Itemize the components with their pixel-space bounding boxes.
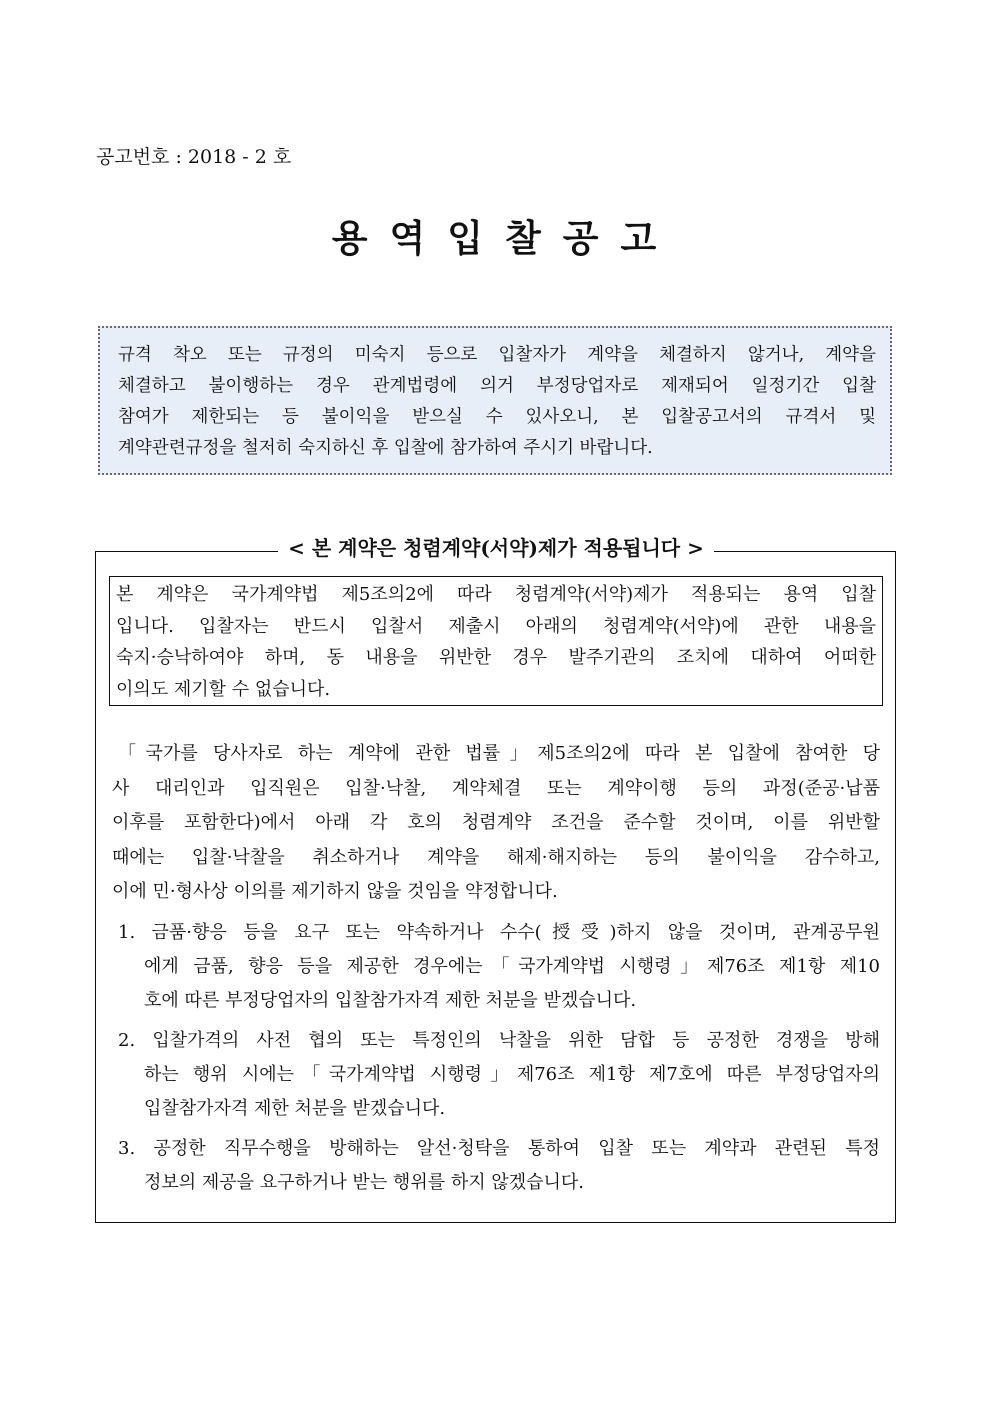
item-line: 호에 따른 부정당업자의 입찰참가자격 제한 처분을 받겠습니다. xyxy=(144,990,637,1011)
item-line: 정보의 제공을 요구하거나 받는 행위를 하지 않겠습니다. xyxy=(144,1172,584,1193)
notice-number: 공고번호 : 2018 - 2 호 xyxy=(96,146,292,168)
item-line: 2. 입찰가격의 사전 협의 또는 특정인의 낙찰을 위한 담합 등 공정한 경쟁을 방해 xyxy=(118,1030,880,1051)
summary-line: 본 계약은 국가계약법 제5조의2에 따라 청렴계약(서약)제가 적용되는 용역 입찰 xyxy=(116,584,876,605)
summary-line: 입니다. 입찰자는 반드시 입찰서 제출시 아래의 청렴계약(서약)에 관한 내용을 xyxy=(116,615,876,637)
item-line: 입찰참가자격 제한 처분을 받겠습니다. xyxy=(144,1098,446,1119)
warning-notice-box xyxy=(98,326,892,475)
pledge-line: 사 대리인과 입직원은 입찰·낙찰, 계약체결 또는 계약이행 등의 과정(준공·납품 xyxy=(112,777,880,799)
pledge-item-3 xyxy=(118,1132,880,1200)
pledge-item-1 xyxy=(118,916,880,1018)
pledge-line: 이에 민·형사상 이의를 제기하지 않을 것임을 약정합니다. xyxy=(112,881,558,902)
pledge-paragraph xyxy=(112,737,880,910)
pledge-line: 때에는 입찰·낙찰을 취소하거나 계약을 해제·해지하는 등의 불이익을 감수하고, xyxy=(112,846,880,868)
item-line: 하는 행위 시에는「국가계약법 시행령」제76조 제1항 제7호에 따른 부정당업자의 xyxy=(144,1064,880,1085)
warning-line: 참여가 제한되는 등 불이익을 받으실 수 있사오니, 본 입찰공고서의 규격서 및 xyxy=(118,407,876,427)
item-line: 3. 공정한 직무수행을 방해하는 알선·청탁을 통하여 입찰 또는 계약과 관련된 특정 xyxy=(118,1138,880,1159)
summary-line: 숙지·승낙하여야 하며, 동 내용을 위반한 경우 발주기관의 조치에 대하여 어떠한 xyxy=(116,647,876,668)
pledge-items-list xyxy=(118,916,880,1206)
document-title: 용역입찰공고 xyxy=(331,216,679,260)
summary-line: 이의도 제기할 수 없습니다. xyxy=(116,678,331,700)
integrity-heading-text: < 본 계약은 청렴계약(서약)제가 적용됩니다 > xyxy=(278,536,714,560)
item-line: 에게 금품, 향응 등을 제공한 경우에는「국가계약법 시행령」제76조 제1항 제10 xyxy=(144,956,880,977)
pledge-item-2 xyxy=(118,1024,880,1126)
warning-line: 규격 착오 또는 규정의 미숙지 등으로 입찰자가 계약을 체결하지 않거나, 계약을 xyxy=(118,345,876,365)
pledge-line: 「국가를 당사자로 하는 계약에 관한 법률」제5조의2에 따라 본 입찰에 참여한 당 xyxy=(118,743,880,764)
warning-line: 체결하고 불이행하는 경우 관계법령에 의거 부정당업자로 제재되어 일정기간 입찰 xyxy=(118,376,876,396)
warning-line: 계약관련규정을 철저히 숙지하신 후 입찰에 참가하여 주시기 바랍니다. xyxy=(118,438,653,458)
pledge-line: 이후를 포함한다)에서 아래 각 호의 청렴계약 조건을 준수할 것이며, 이를 위반할 xyxy=(112,812,880,833)
item-line: 1. 금품·향응 등을 요구 또는 약속하거나 수수(授受)하지 않을 것이며, 관계공무원 xyxy=(118,922,880,943)
integrity-summary-box xyxy=(109,576,883,706)
